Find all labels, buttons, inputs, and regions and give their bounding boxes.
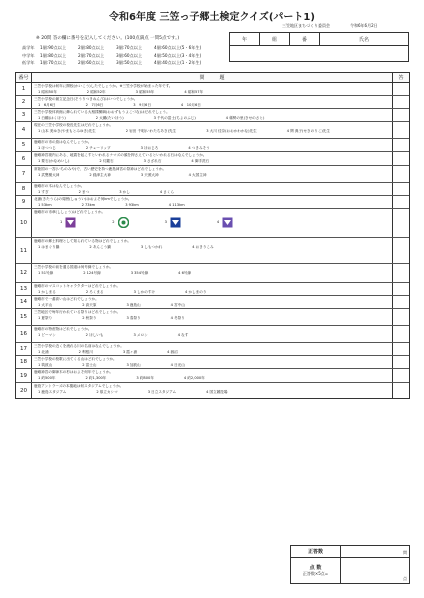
question-body xyxy=(32,139,393,151)
question-body xyxy=(32,238,393,263)
answer-option: 3 しもつかれ xyxy=(140,245,163,249)
answer-option: 4 日光山 xyxy=(170,363,185,367)
answer-option: 3 天照大神 xyxy=(140,173,159,177)
question-body xyxy=(32,209,393,237)
question-row xyxy=(16,152,409,166)
answer-option: 4 さくら xyxy=(159,190,175,194)
answer-option: 2 昭和52年 xyxy=(86,90,106,94)
question-row xyxy=(16,326,409,343)
question-number: 4 xyxy=(16,122,32,138)
emblem-option[interactable] xyxy=(60,217,76,228)
question-row xyxy=(16,196,409,209)
answer-field[interactable] xyxy=(393,238,409,263)
answer-field[interactable] xyxy=(393,83,409,95)
question-row xyxy=(16,166,409,183)
name-cell[interactable] xyxy=(320,33,408,45)
question-row xyxy=(16,283,409,296)
question-body xyxy=(32,83,393,95)
answer-field[interactable] xyxy=(393,96,409,108)
answer-option: 4 かしまのり xyxy=(185,290,207,294)
answer-option: 4 昭和57年 xyxy=(184,90,204,94)
answer-option: 4 稀勢の里(きせのさと) xyxy=(225,116,265,120)
question-number: 2 xyxy=(16,96,32,108)
answer-option: 3 しかのすけ xyxy=(133,290,156,294)
question-text: 鹿嶋市の特産物はどれでしょうか。 xyxy=(34,327,92,331)
answer-field[interactable] xyxy=(393,309,409,325)
question-number: 12 xyxy=(16,264,32,282)
question-number: 6 xyxy=(16,152,32,165)
city-emblem-icon xyxy=(65,217,76,228)
grade-s2: 2個:70点以上 xyxy=(78,52,105,58)
answer-option: 4 約2,000年 xyxy=(183,376,205,380)
question-row xyxy=(16,356,409,369)
unit-point: 点 xyxy=(403,576,407,581)
points-formula: 正答数×5点= xyxy=(302,570,329,576)
answer-option: 1 山本 美ゆき(やまもとみゆき)先生 xyxy=(38,129,96,133)
points-field[interactable] xyxy=(341,558,409,583)
name-label: 氏名 xyxy=(358,36,369,43)
grade-s3: 3個:50点以上 xyxy=(116,60,143,65)
question-list xyxy=(16,83,409,398)
emblem-number: 3 xyxy=(164,220,167,224)
grade-s4: 4個:50点以上(3・4年生) xyxy=(154,52,202,58)
question-row xyxy=(16,309,409,326)
answer-option: 2 ろくまる xyxy=(85,290,104,294)
answer-option: 4 なす xyxy=(177,333,189,337)
question-body xyxy=(32,122,393,138)
answer-option: 3 鹿島山 xyxy=(126,303,141,307)
question-body xyxy=(32,383,393,398)
answer-option: 2 まつ xyxy=(78,190,90,194)
question-body xyxy=(32,264,393,282)
answer-options xyxy=(34,303,390,308)
question-number: 16 xyxy=(16,326,32,342)
answer-field[interactable] xyxy=(393,109,409,121)
answer-option: 1 かしまる xyxy=(38,290,56,294)
answer-field[interactable] xyxy=(393,326,409,342)
answer-option: 3 93km xyxy=(125,203,139,207)
answer-options xyxy=(34,350,390,355)
question-body xyxy=(32,96,393,108)
answer-field[interactable] xyxy=(393,283,409,295)
question-row xyxy=(16,139,409,152)
answer-field[interactable] xyxy=(393,369,409,382)
answer-option: 4 つきみそう xyxy=(188,146,210,150)
question-number: 7 xyxy=(16,166,32,182)
answer-option: 3 354号線 xyxy=(130,271,149,275)
question-number: 17 xyxy=(16,343,32,355)
question-text: 鹿嶋市のマスコットキャラクターはどれでしょうか。 xyxy=(34,284,121,288)
question-body xyxy=(32,109,393,121)
question-number: 13 xyxy=(16,283,32,295)
city-emblem-icon xyxy=(170,217,181,228)
question-body xyxy=(32,152,393,165)
question-body xyxy=(32,326,393,342)
answer-options xyxy=(34,390,390,395)
answer-option: 2 124号線 xyxy=(83,271,101,275)
answer-option: 3 昭和55年 xyxy=(135,90,155,94)
question-number: 20 xyxy=(16,383,32,398)
answer-option: 2 県立カシマ xyxy=(96,390,118,394)
answer-options xyxy=(34,245,390,250)
question-text: 三笠小学校の前を通る国道は何号線でしょうか。 xyxy=(34,265,114,269)
answer-option: 4 大国主神 xyxy=(188,173,207,177)
emblem-number: 2 xyxy=(112,220,115,224)
points-title: 点 数 xyxy=(309,564,322,571)
question-text: 三笠小学校の校歌に出てくる山はどれでしょうか。 xyxy=(34,357,117,361)
answer-options xyxy=(34,146,390,151)
question-text: 鹿島アントラーズの本拠地は何スタジアムでしょうか。 xyxy=(34,384,124,388)
answer-option: 2 あんこう鍋 xyxy=(89,245,111,249)
answer-option: 1 鹿島スタジアム xyxy=(38,390,67,394)
question-row xyxy=(16,209,409,238)
question-number: 5 xyxy=(16,139,32,151)
answer-option: 2 ほしいも xyxy=(85,333,104,337)
question-text: 鹿嶋市の木はなんでしょうか。 xyxy=(34,184,85,188)
question-row xyxy=(16,238,409,264)
answer-options xyxy=(34,173,390,178)
question-text: 現在の三笠小学校の校長先生はだれでしょうか。 xyxy=(34,123,114,127)
year-cell[interactable] xyxy=(230,33,260,45)
question-body xyxy=(32,309,393,325)
answer-options xyxy=(34,316,390,321)
quiz-date: 令和6年6月2日 xyxy=(350,23,378,28)
question-number: 18 xyxy=(16,356,32,368)
answer-option: 3 日立スタジアム xyxy=(147,390,177,394)
question-number: 15 xyxy=(16,309,32,325)
answer-option: 4 関 典子(せきのりこ)先生 xyxy=(286,129,330,133)
question-body xyxy=(32,283,393,295)
question-number: 3 xyxy=(16,109,32,121)
unit-question: 問 xyxy=(403,550,407,555)
grade-s3: 3個:70点以上 xyxy=(116,45,143,50)
answer-option: 3 千代の富士(ちよのふじ) xyxy=(153,116,196,120)
question-number: 14 xyxy=(16,296,32,308)
answer-option: 1 約500年 xyxy=(38,376,56,380)
question-body xyxy=(32,166,393,182)
question-body xyxy=(32,183,393,195)
answer-field[interactable] xyxy=(393,264,409,282)
emblem-number: 1 xyxy=(60,220,63,224)
answer-options xyxy=(34,290,390,295)
answer-option: 1 昭和50年 xyxy=(38,90,57,94)
answer-field[interactable] xyxy=(393,383,409,398)
answer-option: 1 ほつつじ xyxy=(38,146,56,150)
question-row xyxy=(16,264,409,283)
answer-option: 2 高天原 xyxy=(82,303,97,307)
grade-s2: 2個:80点以上 xyxy=(78,45,105,50)
answer-field[interactable] xyxy=(393,183,409,195)
question-body xyxy=(32,296,393,308)
answer-field[interactable] xyxy=(393,166,409,182)
answer-option: 1 53km xyxy=(38,203,52,207)
emblem-options xyxy=(34,217,390,228)
answer-option: 4 6号線 xyxy=(178,271,192,275)
question-row xyxy=(16,369,409,383)
page-title: 令和6年度 三笠っ子郷土検定クイズ(パート1) xyxy=(109,12,315,23)
answer-options xyxy=(34,129,390,134)
header-answer: 答 xyxy=(398,75,404,81)
answer-option: 2 秋祭り xyxy=(82,316,97,320)
question-text: 三笠地区で毎年行われている祭りはどれでしょうか。 xyxy=(34,310,121,314)
answer-option: 2 約1,300年 xyxy=(85,376,107,380)
name-box xyxy=(229,32,409,46)
answer-option: 4 おきりこみ xyxy=(192,245,214,249)
class-label: 組 xyxy=(271,36,277,43)
emblem-option[interactable] xyxy=(165,217,181,228)
answer-option: 2 チューリップ xyxy=(85,146,111,150)
answer-option: 1 要石(かなめいし) xyxy=(38,159,70,163)
answer-option: 3 かし xyxy=(119,190,130,194)
answer-option: 4 10月6日 xyxy=(180,103,201,107)
answer-option: 1 すぎ xyxy=(38,190,49,194)
score-box xyxy=(290,545,410,584)
answer-option: 2 大鵬(たいほう) xyxy=(95,116,124,120)
answer-field[interactable] xyxy=(393,343,409,355)
grade-s2: 2個:60点以上 xyxy=(78,60,105,65)
question-number: 11 xyxy=(16,238,32,263)
class-cell[interactable] xyxy=(260,33,290,45)
city-emblem-icon xyxy=(118,217,129,228)
grade-s4: 4個:40点以上(1・2年生) xyxy=(154,60,202,65)
answer-option: 3 霞ヶ浦 xyxy=(122,350,138,354)
answer-option: 4 宮中山 xyxy=(170,303,185,307)
question-row xyxy=(16,383,409,398)
grade-s4: 4個:60点以上(5・6年生) xyxy=(154,45,202,50)
emblem-number: 4 xyxy=(216,220,220,224)
answer-field[interactable] xyxy=(393,139,409,151)
answer-option: 1 はまぐり鍋 xyxy=(38,245,60,249)
year-label: 年 xyxy=(241,36,247,43)
answer-option: 2 73km xyxy=(81,203,96,207)
grade-s1: 1個:90点以上 xyxy=(40,45,67,50)
answer-option: 4 国立競技場 xyxy=(206,390,228,394)
answer-option: 2 7月6日 xyxy=(85,103,104,107)
answer-option: 2 経津主大神 xyxy=(89,173,111,177)
question-row xyxy=(16,96,409,109)
answer-option: 3 約800年 xyxy=(136,376,154,380)
question-text: 常陸国の一宮(いちのみや)で、古い歴史を持つ鹿島神宮の祭神はどれでしょうか。 xyxy=(34,167,167,171)
grade-s1: 1個:70点以上 xyxy=(40,60,67,65)
question-number: 9 xyxy=(16,196,32,208)
answer-option: 1 ピーマン xyxy=(38,333,56,337)
correct-label: 正答数 xyxy=(291,546,341,557)
city-emblem-icon xyxy=(222,217,233,228)
answer-options xyxy=(34,103,390,108)
answer-options xyxy=(34,203,390,208)
committee-name: 三笠地区まちづくり委員会 xyxy=(282,23,330,28)
number-label: 番 xyxy=(301,36,307,43)
answer-options xyxy=(34,190,390,195)
answer-option: 3 加波山 xyxy=(126,363,141,367)
question-text: 三笠小学校の近くを流れる川の名前はなんでしょうか。 xyxy=(34,344,124,348)
name-field[interactable] xyxy=(229,46,409,62)
question-row xyxy=(16,109,409,122)
table-header xyxy=(16,73,409,83)
grade-s1: 1個:80点以上 xyxy=(40,52,67,58)
answer-options xyxy=(34,159,390,164)
answer-option: 4 御手洗石 xyxy=(191,159,210,163)
question-row xyxy=(16,183,409,196)
instructions: ※ 20問 答の欄に番号を記入してください。(100点満点 一問5点です。) xyxy=(36,36,180,41)
answer-options xyxy=(34,333,390,338)
question-row xyxy=(16,83,409,96)
grade-label: 高学年 xyxy=(22,45,35,50)
correct-field[interactable] xyxy=(341,546,409,557)
question-text: 鹿嶋市の市章(ししょう)はどれでしょうか。 xyxy=(34,210,106,214)
answer-options xyxy=(34,271,390,276)
answer-option: 3 大川 佳奈(おおかわかな)先生 xyxy=(206,129,257,133)
grade-label: 低学年 xyxy=(22,60,35,65)
answer-field[interactable] xyxy=(393,296,409,308)
answer-option: 2 灯籠石 xyxy=(99,159,114,163)
header-number: 番号 xyxy=(16,73,32,82)
question-row xyxy=(16,122,409,139)
answer-option: 2 利根川 xyxy=(78,350,93,354)
answer-option: 1 白鵬(はくほう) xyxy=(38,116,66,120)
answer-option: 1 武甕槌大神 xyxy=(38,173,60,177)
answer-options xyxy=(34,90,390,95)
question-text: 北浦(きたうら)の周囲(しゅうい)はおよそ何kmでしょうか。 xyxy=(34,197,132,201)
answer-option: 1 夏祭り xyxy=(38,316,53,320)
question-row xyxy=(16,343,409,356)
question-body xyxy=(32,369,393,382)
question-body xyxy=(32,356,393,368)
answer-option: 3 9月6日 xyxy=(133,103,151,107)
answer-option: 1 大平山 xyxy=(38,303,53,307)
header-question: 問 題 xyxy=(32,73,393,82)
question-table xyxy=(15,72,410,399)
answer-options xyxy=(34,376,390,381)
question-text: 三笠小学校体育館に飾られている大相撲横綱(おおずもうよこづな)はだれでしょう。 xyxy=(34,110,170,114)
correct-row xyxy=(291,546,409,558)
emblem-option[interactable] xyxy=(112,217,128,228)
answer-field[interactable] xyxy=(393,356,409,368)
answer-option: 4 冬祭り xyxy=(170,316,185,320)
answer-option: 1 筑波山 xyxy=(38,363,53,367)
answer-option: 4 涸沼 xyxy=(167,350,178,354)
number-cell[interactable] xyxy=(290,33,320,45)
grade-s3: 3個:60点以上 xyxy=(116,52,143,58)
question-body xyxy=(32,343,393,355)
question-number: 8 xyxy=(16,183,32,195)
answer-field[interactable] xyxy=(393,209,409,237)
answer-field[interactable] xyxy=(393,152,409,165)
question-text: 鹿嶋市で一番高い山はどれでしょうか。 xyxy=(34,297,99,301)
answer-options xyxy=(34,116,390,121)
question-text: 鹿嶋市の市の鳥はなんでしょうか。 xyxy=(34,140,92,144)
answer-options xyxy=(34,363,390,368)
answer-option: 2 富士山 xyxy=(82,363,97,367)
emblem-option[interactable] xyxy=(217,217,233,228)
question-text: 三笠小学校の創立記念日(そうりつきねんび)はいつでしょうか。 xyxy=(34,97,138,101)
answer-option: 3 春祭り xyxy=(126,316,141,320)
question-text: 鹿嶋神宮の御神木の杉はおよそ何年でしょうか。 xyxy=(34,370,114,374)
question-number: 1 xyxy=(16,83,32,95)
points-row xyxy=(291,558,409,583)
question-number: 19 xyxy=(16,369,32,382)
points-label xyxy=(291,558,341,583)
question-body xyxy=(32,196,393,208)
answer-option: 3 メロン xyxy=(133,333,148,337)
answer-option: 4 113km xyxy=(168,203,185,207)
grade-label: 中学年 xyxy=(22,52,35,58)
question-number: 10 xyxy=(16,209,32,237)
answer-option: 3 さざれ石 xyxy=(143,159,162,163)
question-text: 三笠小学校は何年に開校(かいこう)したでしょうか。※三笠小学校が始まった年です。 xyxy=(34,84,173,88)
question-text: 鹿嶋市の郷土料理として知られている物はどれでしょうか。 xyxy=(34,239,132,243)
answer-option: 2 岩田 千明(いわたちあき)先生 xyxy=(125,129,177,133)
answer-field[interactable] xyxy=(393,196,409,208)
answer-field[interactable] xyxy=(393,122,409,138)
answer-option: 1 北浦 xyxy=(38,350,49,354)
answer-option: 3 ほおじろ xyxy=(140,146,159,150)
question-text: 鹿嶋神宮境内にある、地震を起こすといわれるナマズの頭を押さえているといわれる石はなんでしょうか。 xyxy=(34,153,207,157)
question-row xyxy=(16,296,409,309)
answer-option: 1 6月6日 xyxy=(38,103,56,107)
answer-option: 1 51号線 xyxy=(38,271,54,275)
